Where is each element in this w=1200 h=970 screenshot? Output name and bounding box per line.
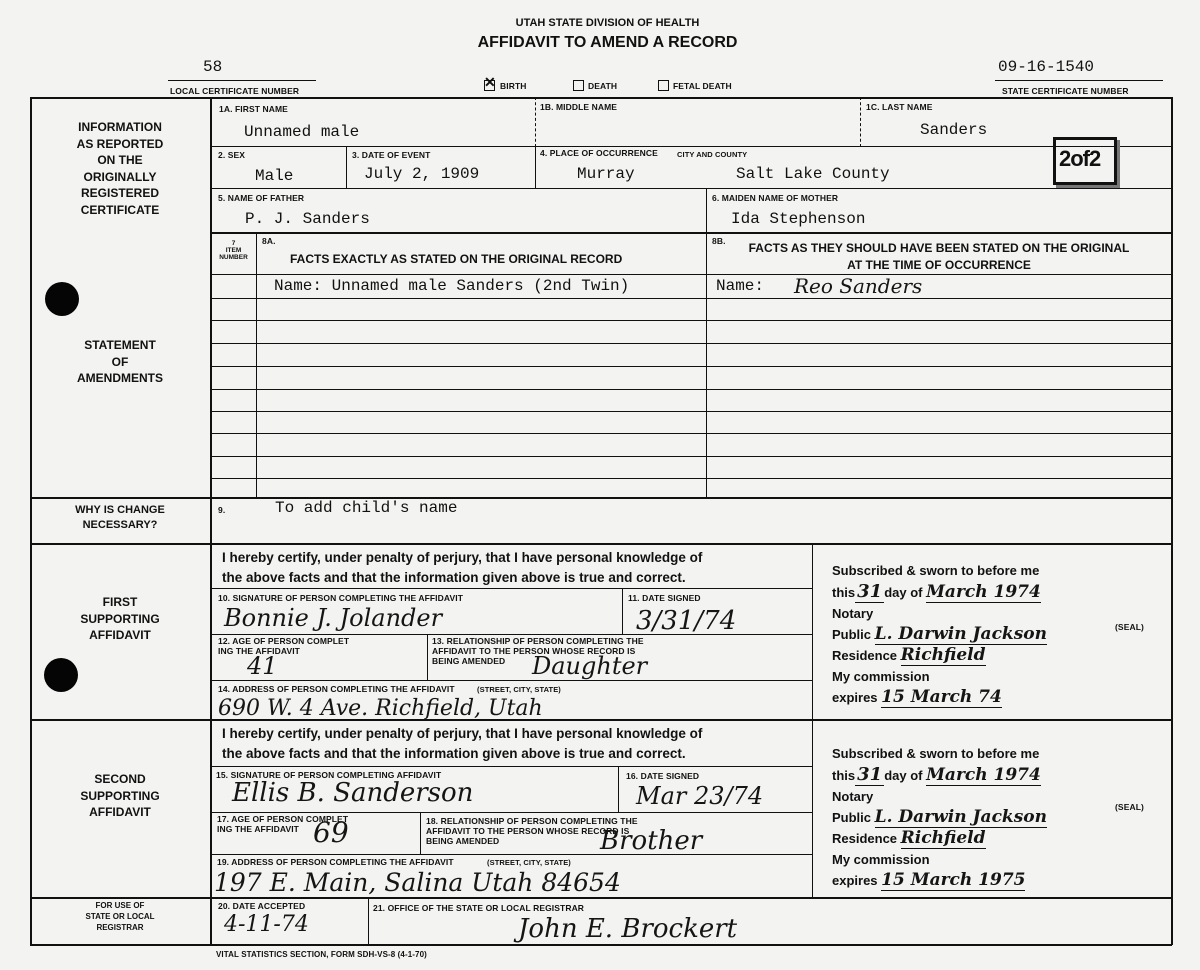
father-label: 5. NAME OF FATHER: [218, 193, 305, 203]
aff1-notary-block: [832, 560, 1047, 708]
col-8b-num: 8B.: [712, 236, 726, 246]
punch-hole-bottom: [44, 658, 78, 692]
middle-name-label: 1B. MIDDLE NAME: [540, 102, 618, 112]
mother-label: 6. MAIDEN NAME OF MOTHER: [712, 193, 839, 203]
date-of-event-value: July 2, 1909: [364, 165, 480, 183]
aff1-age-label: 12. AGE OF PERSON COMPLET ING THE AFFIDAVIT: [218, 636, 350, 656]
aff2-public-word: Public: [832, 810, 872, 825]
aff2-address: 197 E. Main, Salina Utah 84654: [214, 868, 621, 897]
aff2-notary-block: [832, 743, 1047, 891]
form-footer: VITAL STATISTICS SECTION, FORM SDH-VS-8 (4-1-70): [216, 950, 427, 959]
fetal-death-label: FETAL DEATH: [673, 81, 732, 91]
why-num: 9.: [218, 505, 226, 515]
section-why: WHY IS CHANGE NECESSARY?: [75, 504, 165, 531]
aff1-expires-word: expires: [832, 690, 878, 705]
mother-value: Ida Stephenson: [731, 210, 866, 228]
aff1-sig-label: 10. SIGNATURE OF PERSON COMPLETING THE AFFIDAVIT: [218, 593, 464, 603]
aff2-addr-sub: (STREET, CITY, STATE): [487, 858, 571, 867]
aff2-notary-day: 31: [857, 764, 883, 785]
aff2-expires: 15 March 1975: [881, 870, 1026, 890]
date-accepted-label: 20. DATE ACCEPTED: [218, 901, 306, 911]
last-name-value: Sanders: [920, 121, 988, 139]
aff2-public-sig: L. Darwin Jackson: [874, 807, 1047, 827]
aff1-residence-word: Residence: [832, 648, 898, 663]
agency-name: UTAH STATE DIVISION OF HEALTH: [515, 17, 700, 29]
registrar-signature: John E. Brockert: [518, 914, 738, 944]
aff1-addr-sub: (STREET, CITY, STATE): [477, 685, 561, 694]
aff2-notary-month: March 1974: [926, 765, 1041, 785]
aff2-day-of: day of: [884, 768, 923, 783]
certify-statement-2: I hereby certify, under penalty of perjury, that I have personal knowledge of the above facts and that the information given above is true and correct.: [222, 726, 703, 761]
aff2-date-label: 16. DATE SIGNED: [626, 771, 700, 781]
aff2-this: this: [832, 768, 856, 783]
punch-hole-top: [45, 282, 79, 316]
registrar-office-label: 21. OFFICE OF THE STATE OR LOCAL REGISTRAR: [373, 903, 585, 913]
aff2-age-label: 17. AGE OF PERSON COMPLET ING THE AFFIDAVIT: [217, 814, 349, 834]
section-amendments: STATEMENT OF AMENDMENTS: [77, 338, 163, 385]
aff2-rel-label: 18. RELATIONSHIP OF PERSON COMPLETING THE AFFIDAVIT TO THE PERSON WHOSE RECORD IS BEING AMENDED: [426, 816, 638, 846]
aff1-this: this: [832, 585, 856, 600]
amend-row1-corrected-value: Reo Sanders: [794, 274, 923, 298]
state-cert-label: STATE CERTIFICATE NUMBER: [1002, 86, 1129, 96]
aff1-date: 3/31/74: [636, 606, 737, 636]
certify-statement-1: I hereby certify, under penalty of perjury, that I have personal knowledge of the above facts and that the information given above is true and correct.: [222, 550, 703, 585]
state-cert-number: 09-16-1540: [998, 58, 1095, 76]
aff1-commission-word: My commission: [832, 669, 930, 684]
aff1-relationship: Daughter: [532, 652, 648, 680]
date-accepted-value: 4-11-74: [224, 912, 309, 937]
col-8a-title: FACTS EXACTLY AS STATED ON THE ORIGINAL RECORD: [290, 252, 623, 266]
fetal-death-checkbox[interactable]: [658, 80, 669, 91]
section-registrar: FOR USE OF STATE OR LOCAL REGISTRAR: [85, 901, 155, 932]
aff2-relationship: Brother: [600, 826, 703, 856]
page-stamp: [1053, 137, 1117, 185]
place-sublabel: CITY AND COUNTY: [677, 150, 748, 159]
amend-row1-corrected-label: Name:: [716, 277, 765, 295]
section-first-affidavit: FIRST SUPPORTING AFFIDAVIT: [80, 595, 160, 642]
amend-row1-original: Name: Unnamed male Sanders (2nd Twin): [274, 277, 630, 295]
first-name-label: 1A. FIRST NAME: [219, 104, 288, 114]
aff1-public-sig: L. Darwin Jackson: [874, 624, 1047, 644]
father-value: P. J. Sanders: [245, 210, 370, 228]
aff1-notary-day: 31: [857, 581, 883, 602]
aff1-addr-label: 14. ADDRESS OF PERSON COMPLETING THE AFFIDAVIT: [218, 684, 455, 694]
aff1-signature: Bonnie J. Jolander: [224, 604, 443, 632]
aff2-subscribed: Subscribed & sworn to before me: [832, 746, 1040, 761]
aff2-residence: Richfield: [900, 828, 986, 848]
aff1-public-word: Public: [832, 627, 872, 642]
local-cert-label: LOCAL CERTIFICATE NUMBER: [170, 86, 300, 96]
col-8a-num: 8A.: [262, 236, 276, 246]
aff1-residence: Richfield: [900, 645, 986, 665]
section-original-info: INFORMATION AS REPORTED ON THE ORIGINALLY REGISTERED CERTIFICATE: [76, 120, 164, 217]
aff2-age: 69: [313, 816, 349, 849]
aff2-sig-label: 15. SIGNATURE OF PERSON COMPLETING AFFIDAVIT: [216, 770, 442, 780]
aff2-notary-word: Notary: [832, 789, 874, 804]
aff2-addr-label: 19. ADDRESS OF PERSON COMPLETING THE AFFIDAVIT: [217, 857, 454, 867]
aff2-expires-word: expires: [832, 873, 878, 888]
county-value: Salt Lake County: [736, 165, 890, 183]
first-name-value: Unnamed male: [244, 123, 360, 141]
aff1-address: 690 W. 4 Ave. Richfield, Utah: [218, 696, 543, 721]
sex-label: 2. SEX: [218, 150, 246, 160]
aff2-signature: Ellis B. Sanderson: [232, 778, 474, 808]
aff1-notary-month: March 1974: [926, 582, 1041, 602]
why-text: To add child's name: [275, 499, 458, 517]
aff1-day-of: day of: [884, 585, 923, 600]
death-label: DEATH: [588, 81, 618, 91]
item-number-label: 7 ITEM NUMBER: [219, 240, 248, 261]
aff1-subscribed: Subscribed & sworn to before me: [832, 563, 1040, 578]
aff2-seal: (SEAL): [1115, 802, 1144, 812]
section-second-affidavit: SECOND SUPPORTING AFFIDAVIT: [80, 772, 160, 819]
aff1-expires: 15 March 74: [881, 687, 1002, 707]
city-value: Murray: [577, 165, 635, 183]
aff1-notary-word: Notary: [832, 606, 874, 621]
aff1-age: 41: [247, 652, 278, 680]
aff1-seal: (SEAL): [1115, 622, 1144, 632]
aff2-date: Mar 23/74: [636, 782, 764, 810]
aff1-rel-label: 13. RELATIONSHIP OF PERSON COMPLETING THE AFFIDAVIT TO THE PERSON WHOSE RECORD IS BEING AMENDED: [432, 636, 644, 666]
death-checkbox[interactable]: [573, 80, 584, 91]
col-8b-title: FACTS AS THEY SHOULD HAVE BEEN STATED ON THE ORIGINAL AT THE TIME OF OCCURRENCE: [748, 241, 1130, 272]
last-name-label: 1C. LAST NAME: [866, 102, 933, 112]
page-stamp-text: 2of2: [1059, 146, 1101, 171]
aff1-date-label: 11. DATE SIGNED: [628, 593, 701, 603]
form-title: AFFIDAVIT TO AMEND A RECORD: [477, 34, 738, 51]
date-of-event-label: 3. DATE OF EVENT: [352, 150, 431, 160]
birth-checkbox[interactable]: ✕: [484, 74, 496, 90]
place-label: 4. PLACE OF OCCURRENCE: [540, 148, 658, 158]
aff2-residence-word: Residence: [832, 831, 898, 846]
local-cert-number: 58: [203, 58, 223, 76]
birth-label: BIRTH: [500, 81, 527, 91]
sex-value: Male: [255, 167, 294, 185]
aff2-commission-word: My commission: [832, 852, 930, 867]
